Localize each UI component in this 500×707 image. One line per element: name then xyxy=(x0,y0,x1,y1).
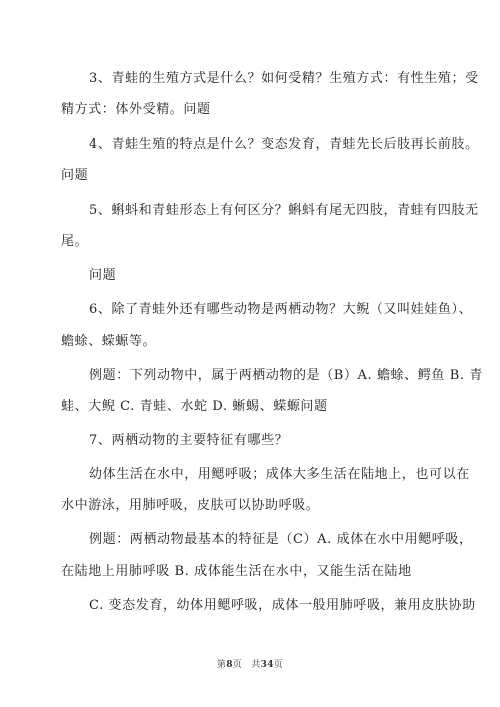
text-line-6: 尾。 xyxy=(61,234,89,249)
footer-prefix: 第 xyxy=(216,660,227,670)
text-line-1: 3、青蛙的生殖方式是什么？如何受精？生殖方式：有性生殖；受 xyxy=(89,71,479,86)
text-line-16: 在陆地上用肺呼吸 B. 成体能生活在水中，又能生活在陆地 xyxy=(61,564,412,579)
text-line-15: 例题：两栖动物最基本的特征是（C）A. 成体在水中用鳃呼吸， xyxy=(89,532,473,547)
text-line-7: 问题 xyxy=(89,268,117,283)
footer-total-pages: 34 xyxy=(260,660,274,670)
text-line-17: C. 变态发育，幼体用鳃呼吸，成体一般用肺呼吸，兼用皮肤协助 xyxy=(89,598,476,613)
page-footer xyxy=(0,657,500,670)
text-line-9: 蟾蜍、蝾螈等。 xyxy=(61,334,157,349)
text-line-10: 例题：下列动物中，属于两栖动物的是（B）A. 蟾蜍、鳄鱼 B. 青 xyxy=(89,368,483,383)
text-line-8: 6、除了青蛙外还有哪些动物是两栖动物？大鲵（又叫娃娃鱼）、 xyxy=(89,302,473,317)
text-line-13: 幼体生活在水中，用鳃呼吸；成体大多生活在陆地上，也可以在 xyxy=(89,467,470,482)
text-line-11: 蛙、大鲵 C. 青蛙、水蛇 D. 蜥蜴、蝾螈问题 xyxy=(61,399,328,414)
text-line-4: 问题 xyxy=(61,168,89,183)
footer-suffix: 页 xyxy=(273,660,284,670)
text-line-14: 水中游泳，用肺呼吸，皮肤可以协助呼吸。 xyxy=(61,498,320,513)
footer-page-number: 8 xyxy=(226,660,233,670)
text-line-3: 4、青蛙生殖的特点是什么？变态发育，青蛙先长后肢再长前肢。 xyxy=(89,137,479,152)
footer-middle: 页 共 xyxy=(232,660,261,670)
text-line-12: 7、两栖动物的主要特征有哪些？ xyxy=(89,433,289,448)
text-line-5: 5、蝌蚪和青蛙形态上有何区分？蝌蚪有尾无四肢，青蛙有四肢无 xyxy=(89,203,479,218)
text-line-2: 精方式：体外受精。问题 xyxy=(61,102,211,117)
